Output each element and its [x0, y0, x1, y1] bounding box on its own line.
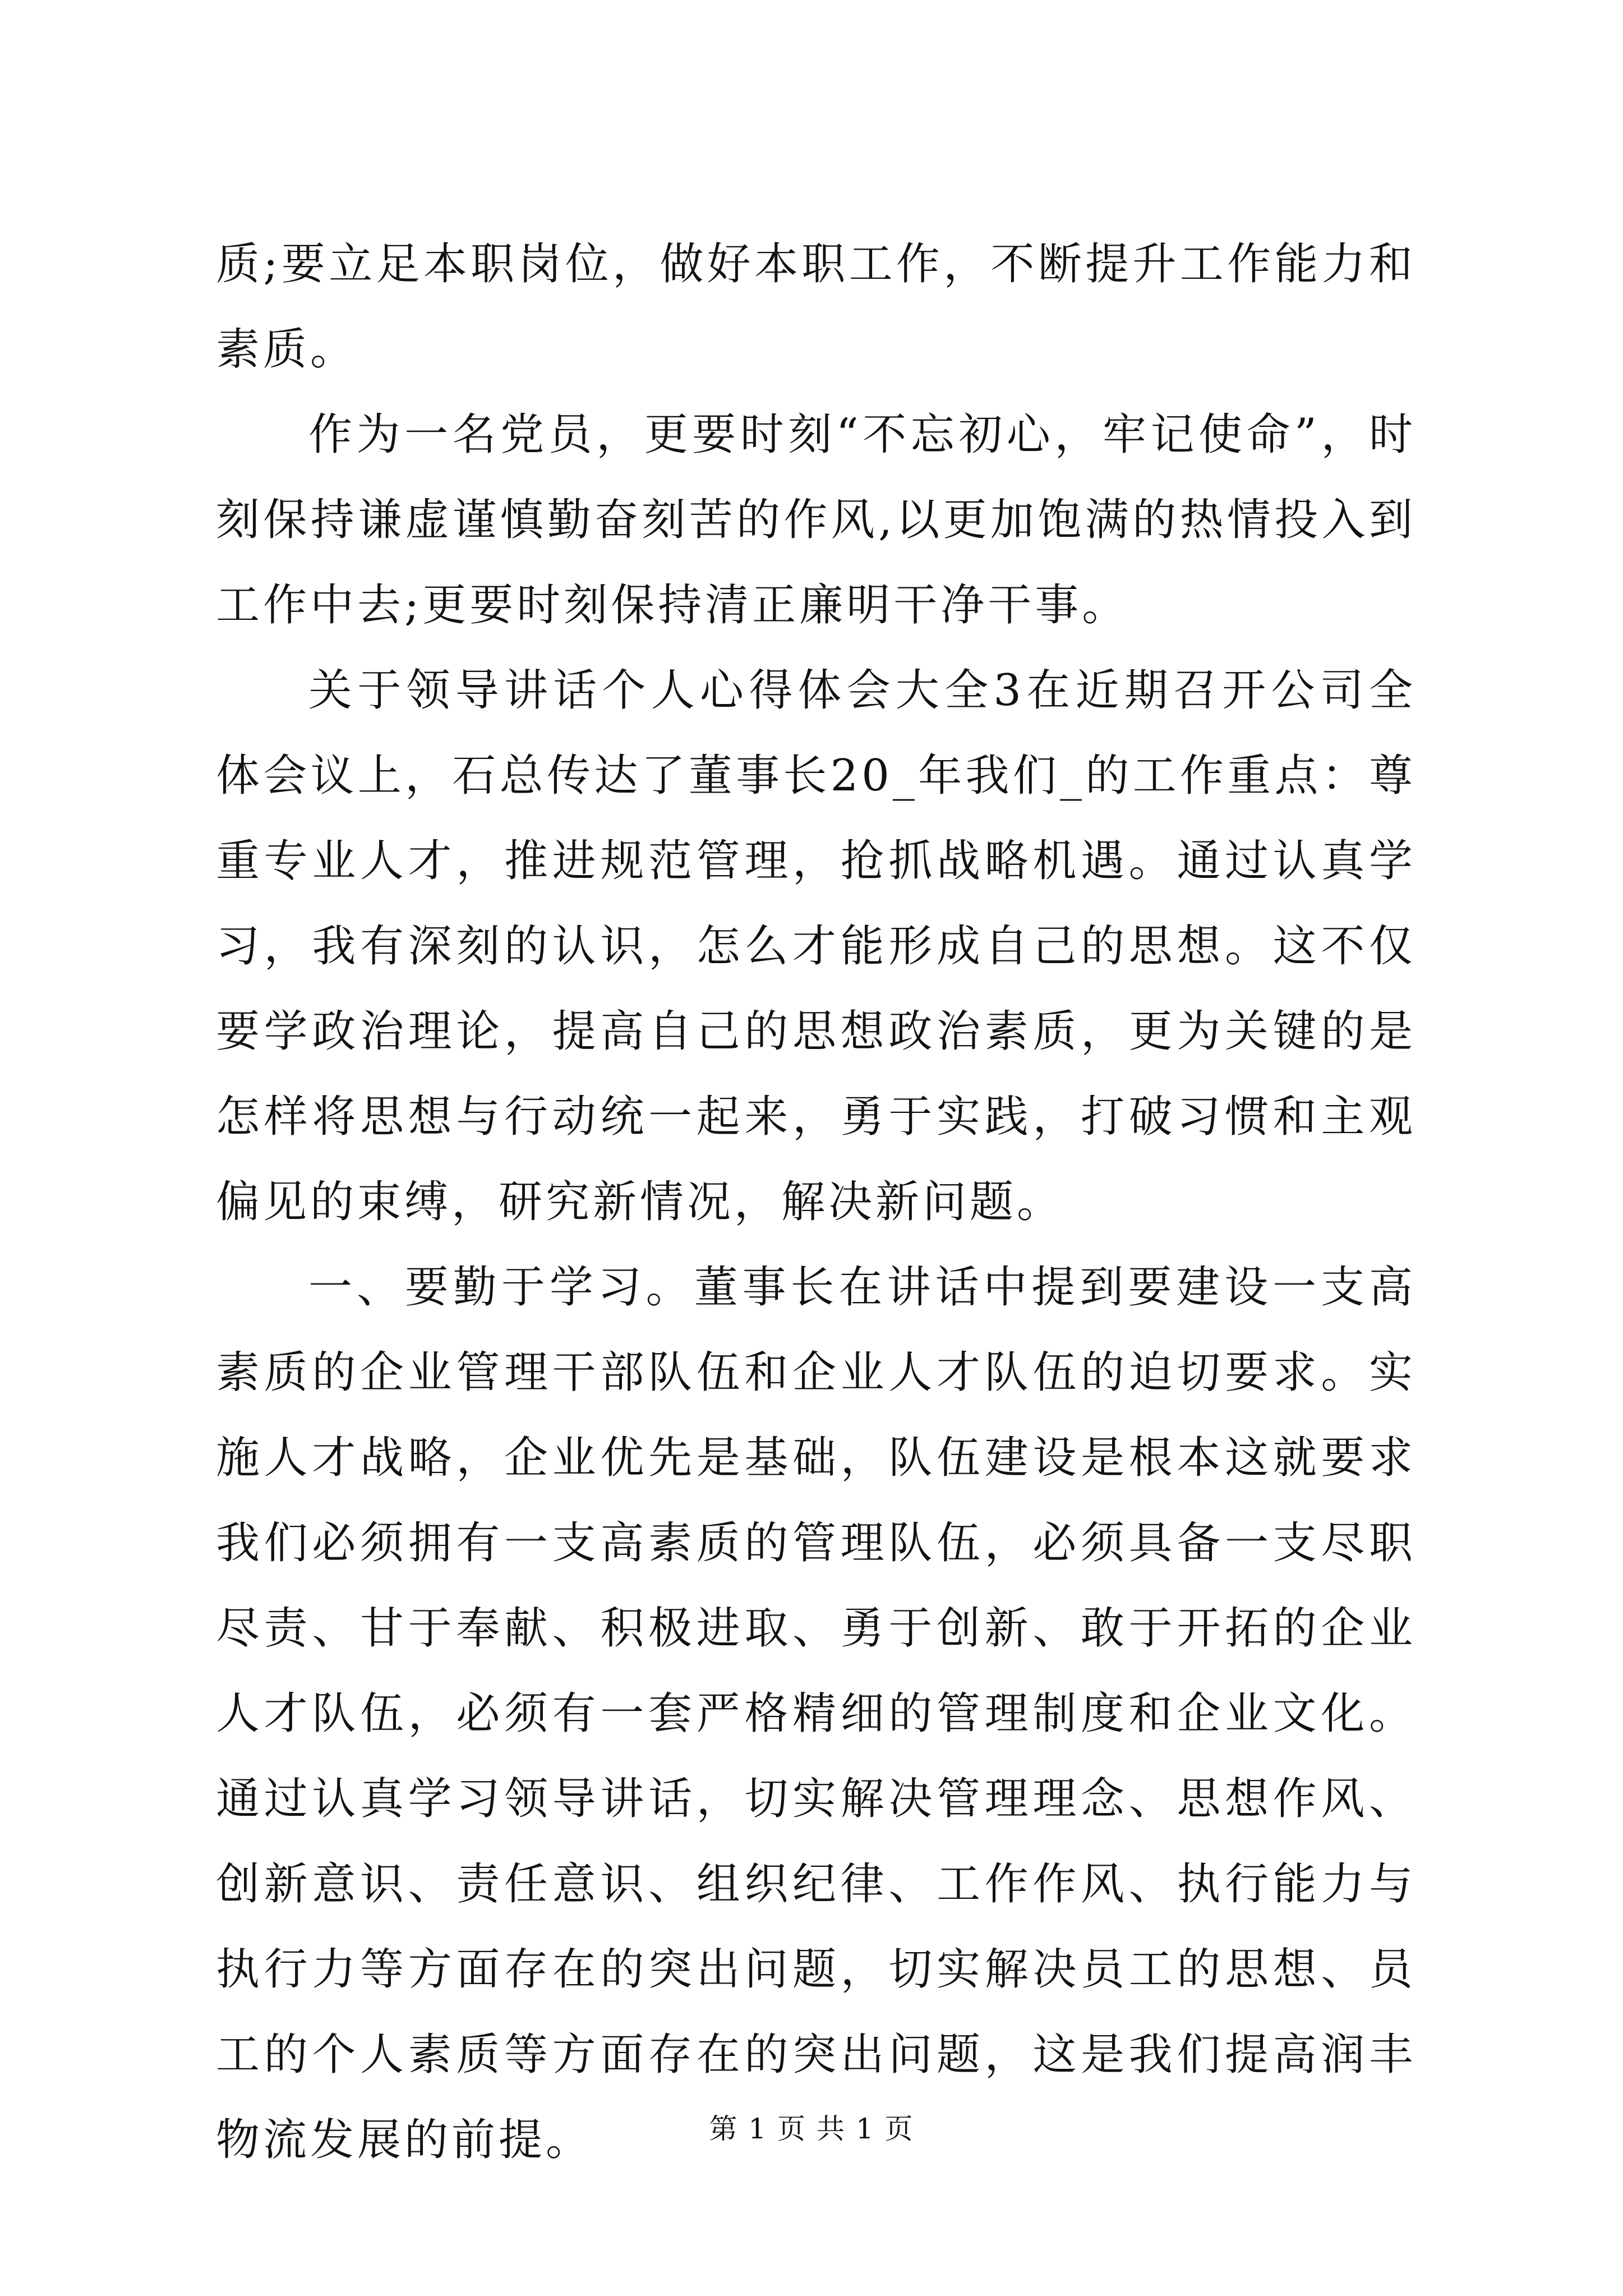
document-body	[216, 222, 1416, 2183]
paragraph-party-member: 作为一名党员，更要时刻“不忘初心，牢记使命”，时刻保持谦虚谨慎勤奋刻苦的作风,以更加饱满的热情投入到工作中去;更要时刻保持清正廉明干净干事。	[216, 409, 1416, 631]
paragraph-speech-reflection: 关于领导讲话个人心得体会大全3在近期召开公司全体会议上，石总传达了董事长20_年我们_的工作重点：尊重专业人才，推进规范管理，抢抓战略机遇。通过认真学习，我有深刻的认识，怎么才能形成自己的思想。这不仅要学政治理论，提高自己的思想政治素质，更为关键的是怎样将思想与行动统一起来，勇于实践，打破习惯和主观偏见的束缚，研究新情况，解决新问题。	[216, 665, 1416, 1227]
paragraph-diligent-study: 一、要勤于学习。董事长在讲话中提到要建设一支高素质的企业管理干部队伍和企业人才队伍的迫切要求。实施人才战略，企业优先是基础，队伍建设是根本这就要求我们必须拥有一支高素质的管理队伍，必须具备一支尽职尽责、甘于奉献、积极进取、勇于创新、敢于开拓的企业人才队伍，必须有一套严格精细的管理制度和企业文化。通过认真学习领导讲话，切实解决管理理念、思想作风、创新意识、责任意识、组织纪律、工作作风、执行能力与执行力等方面存在的突出问题，切实解决员工的思想、员工的个人素质等方面存在的突出问题，这是我们提高润丰物流发展的前提。	[216, 1262, 1416, 2165]
page-footer: 第 1 页 共 1 页	[709, 2113, 914, 2145]
paragraph-continuation: 质;要立足本职岗位，做好本职工作，不断提升工作能力和素质。	[216, 239, 1416, 375]
